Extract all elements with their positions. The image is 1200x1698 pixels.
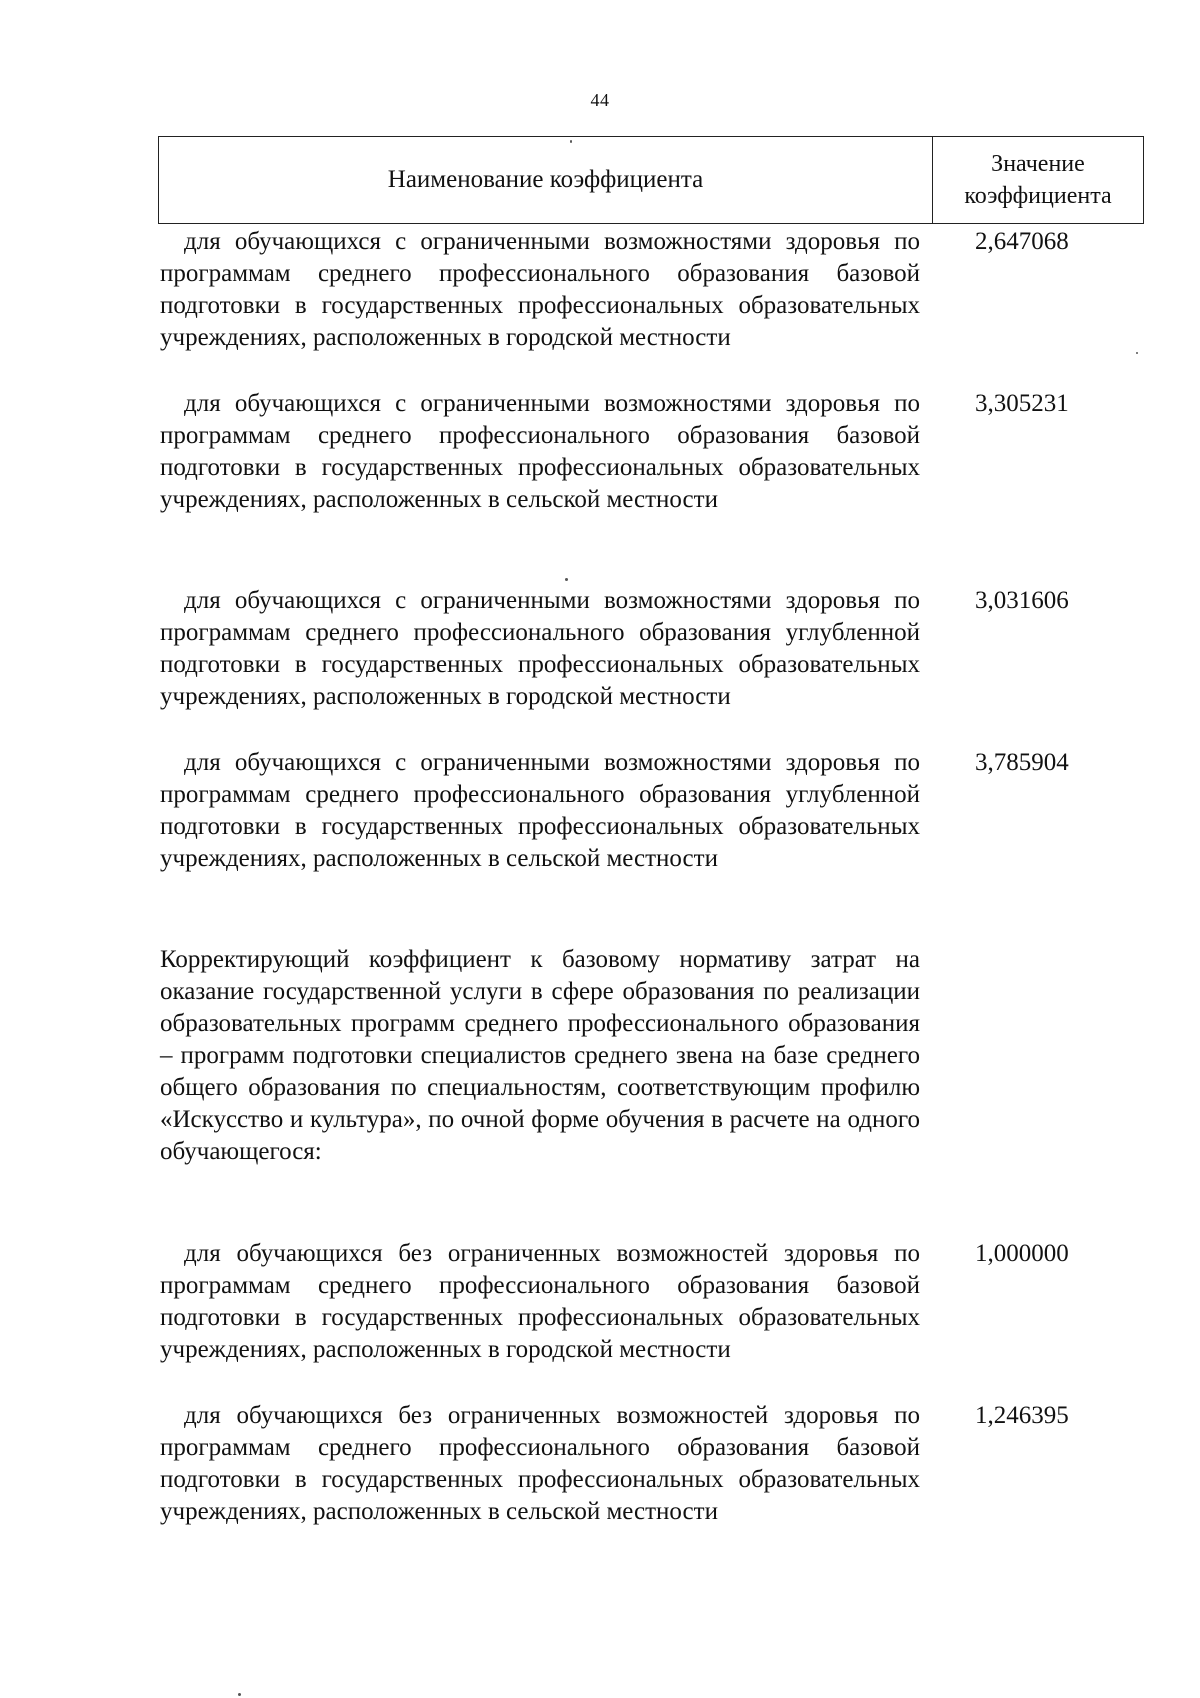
page-number: 44: [590, 90, 610, 110]
table-row-3-text: для обучающихся с ограниченными возможностями здоровья по программам среднего профессионального образования углубленной подготовки в государственных профессиональных образовательных учреждениях, расположенных в городской местности: [160, 587, 920, 710]
column-header-value-line1: Значение: [991, 151, 1085, 177]
table-row-7-text: для обучающихся без ограниченных возможностей здоровья по программам среднего профессионального образования базовой подготовки в государственных профессиональных образовательных учреждениях, расположенных в сельской местности: [160, 1402, 920, 1525]
table-row-6-value: 1,000000: [975, 1240, 1069, 1267]
table-row-1-text: для обучающихся с ограниченными возможностями здоровья по программам среднего профессионального образования базовой подготовки в государственных профессиональных образовательных учреждениях, расположенных в городской местности: [160, 228, 920, 351]
table-row-3-value: 3,031606: [975, 587, 1069, 614]
column-header-value-line2: коэффициента: [964, 183, 1112, 209]
table-row-1-value: 2,647068: [975, 228, 1069, 255]
table-header: [158, 136, 1144, 224]
column-header-name: Наименование коэффициента: [159, 137, 933, 223]
scan-speck: [565, 578, 568, 581]
table-row-6-text: для обучающихся без ограниченных возможностей здоровья по программам среднего профессионального образования базовой подготовки в государственных профессиональных образовательных учреждениях, расположенных в городской местности: [160, 1240, 920, 1363]
table-row-2-value: 3,305231: [975, 390, 1069, 417]
table-row-5-text: Корректирующий коэффициент к базовому нормативу затрат на оказание государственной услуги в сфере образования по реализации образовательных программ среднего профессионального образования – программ подготовки специалистов среднего звена на базе среднего общего образования по специальностям, соответствующим профилю «Искусство и культура», по очной форме обучения в расчете на одного обучающегося:: [160, 946, 920, 1165]
table-row-4-value: 3,785904: [975, 749, 1069, 776]
column-header-value: [933, 137, 1143, 223]
scan-speck: [570, 140, 572, 143]
scan-speck: [1136, 352, 1138, 354]
scan-speck: [238, 1693, 241, 1696]
table-row-7-value: 1,246395: [975, 1402, 1069, 1429]
table-row-4-text: для обучающихся с ограниченными возможностями здоровья по программам среднего профессионального образования углубленной подготовки в государственных профессиональных образовательных учреждениях, расположенных в сельской местности: [160, 749, 920, 872]
table-row-2-text: для обучающихся с ограниченными возможностями здоровья по программам среднего профессионального образования базовой подготовки в государственных профессиональных образовательных учреждениях, расположенных в сельской местности: [160, 390, 920, 513]
